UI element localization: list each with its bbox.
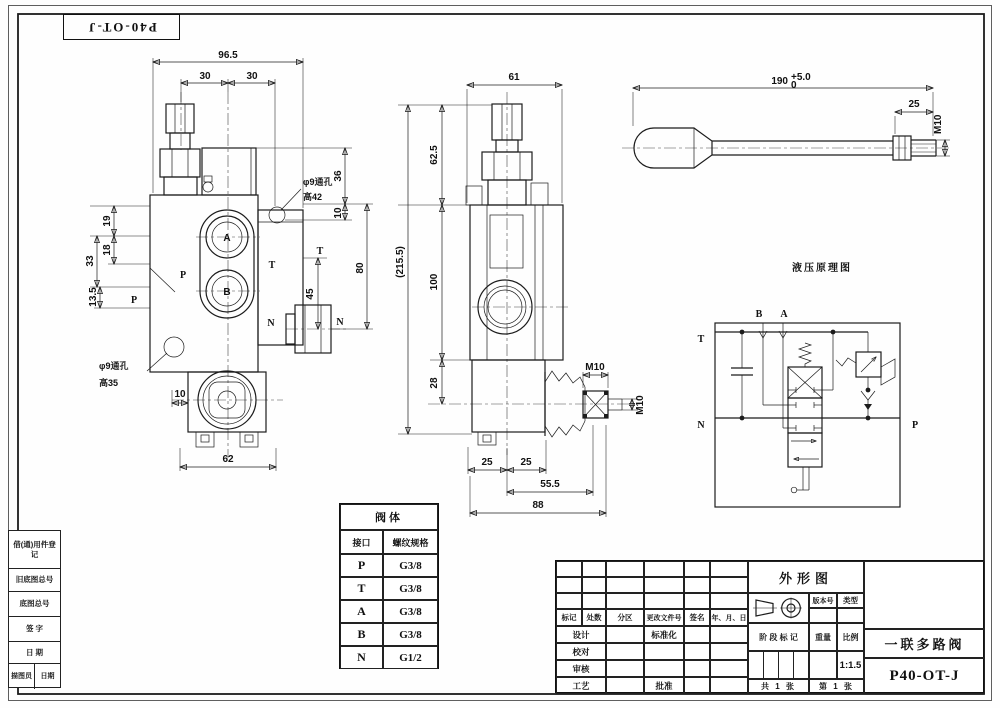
dim-45: 45 bbox=[305, 288, 316, 300]
margin-tracer-cell: 描图员 bbox=[9, 664, 35, 689]
dim-m10-right: M10 bbox=[635, 395, 646, 415]
schematic-label-a: A bbox=[780, 309, 788, 320]
port-letter-a: A bbox=[223, 233, 231, 244]
side-view-drawing bbox=[388, 50, 650, 520]
stage-mark-label: 阶 段 标 记 bbox=[759, 632, 798, 642]
dim-100: 100 bbox=[429, 273, 440, 291]
dim-36: 36 bbox=[333, 170, 344, 182]
dim-m10-top: M10 bbox=[585, 362, 605, 373]
dim-30a: 30 bbox=[199, 71, 211, 82]
table-row-port: A bbox=[340, 600, 383, 623]
cell-version-label bbox=[809, 593, 837, 608]
margin-tracer-date-cell: 日期 bbox=[40, 672, 55, 680]
cell-product-name bbox=[864, 629, 985, 658]
body-letter-n: N bbox=[267, 318, 275, 329]
cell-weight-value bbox=[809, 651, 837, 679]
schematic-port-labels bbox=[697, 309, 918, 431]
dim-555: 55.5 bbox=[540, 479, 560, 490]
port-table-col-spec: 螺纹规格 bbox=[383, 530, 438, 554]
hdr-zone: 分区 bbox=[606, 609, 644, 626]
schematic-label-t: T bbox=[697, 334, 705, 345]
dim-965: 96.5 bbox=[218, 50, 238, 61]
cell-outline-drawing bbox=[748, 561, 864, 593]
dim-25b: 25 bbox=[520, 457, 532, 468]
dim-135: 13.5 bbox=[88, 287, 99, 307]
dim-25-lever: 25 bbox=[908, 99, 920, 110]
dim-2155: (215.5) bbox=[395, 246, 406, 278]
cell-projection-symbol bbox=[748, 593, 809, 623]
cell-type-label bbox=[837, 593, 864, 608]
port-letter-b: B bbox=[223, 287, 231, 298]
scale-value: 1:1.5 bbox=[839, 659, 862, 671]
hydraulic-schematic bbox=[678, 248, 960, 520]
cell-stage-mark-boxes bbox=[748, 651, 809, 679]
dim-28: 28 bbox=[429, 377, 440, 389]
cell-weight-label bbox=[809, 623, 837, 651]
dim-10b: 10 bbox=[174, 389, 186, 400]
note-hole-bot-1: φ9通孔 bbox=[99, 361, 129, 371]
table-row-port: T bbox=[340, 577, 383, 600]
cell-part-number bbox=[864, 658, 985, 694]
schematic-label-b: B bbox=[755, 309, 763, 320]
cell-standardize: 标准化 bbox=[644, 626, 684, 643]
table-row-spec: G3/8 bbox=[383, 554, 438, 577]
title-block bbox=[555, 560, 984, 693]
schematic-label-n: N bbox=[697, 420, 705, 431]
type-label: 类型 bbox=[843, 596, 858, 605]
margin-row-borrow: 借(通)用件登记 bbox=[13, 539, 56, 559]
label-n-outside: N bbox=[336, 317, 344, 328]
cell-scale-label bbox=[837, 623, 864, 651]
dim-19: 19 bbox=[102, 215, 113, 227]
dim-190-tol-zero: 0 bbox=[791, 80, 797, 91]
row-audit: 审核 bbox=[556, 660, 606, 677]
row-check: 校对 bbox=[556, 643, 606, 660]
margin-info-column bbox=[8, 530, 61, 688]
cell-sheet-number bbox=[809, 679, 864, 694]
corner-part-number-text: P40-OT-J bbox=[86, 20, 157, 35]
hdr-date: 年、月、日 bbox=[710, 609, 748, 626]
label-t-outside: T bbox=[316, 246, 324, 257]
note-hole-top-2: 高42 bbox=[303, 192, 323, 202]
margin-row-master-no: 底图总号 bbox=[19, 599, 50, 609]
sheet-number-label: 第 1 张 bbox=[819, 682, 854, 691]
table-row-spec: G3/8 bbox=[383, 623, 438, 646]
cell-type-value bbox=[837, 608, 864, 623]
cell-stage-mark bbox=[748, 623, 809, 651]
projection-symbol-icon bbox=[751, 595, 806, 621]
front-view-dimensions bbox=[85, 50, 373, 471]
margin-row-date: 日 期 bbox=[25, 647, 44, 657]
schematic-label-p: P bbox=[911, 420, 919, 431]
weight-label: 重量 bbox=[815, 632, 831, 642]
hdr-signature: 签名 bbox=[684, 609, 710, 626]
cell-scale-value bbox=[837, 651, 864, 679]
dim-30b: 30 bbox=[246, 71, 258, 82]
schematic-title: 液压原理图 bbox=[792, 263, 852, 274]
dim-190: 190 bbox=[771, 76, 788, 87]
dim-18: 18 bbox=[102, 244, 113, 256]
front-view-hole-notes bbox=[99, 176, 332, 388]
cell-version-value bbox=[809, 608, 837, 623]
dim-190-tol-plus: +5.0 bbox=[791, 72, 811, 83]
product-name: 一联多路阀 bbox=[884, 637, 965, 652]
label-p-outside: P bbox=[130, 295, 138, 306]
part-number: P40-OT-J bbox=[889, 667, 960, 684]
port-table-col-port: 接口 bbox=[340, 530, 383, 554]
dim-80: 80 bbox=[355, 262, 366, 274]
margin-row-signature: 签 字 bbox=[25, 624, 44, 634]
table-row-spec: G3/8 bbox=[383, 600, 438, 623]
table-row-port: B bbox=[340, 623, 383, 646]
cell-sheets-total bbox=[748, 679, 809, 694]
port-table-title: 阀体 bbox=[340, 504, 438, 530]
note-hole-bot-2: 高35 bbox=[99, 378, 119, 388]
dim-625: 62.5 bbox=[429, 145, 440, 165]
front-view-drawing bbox=[55, 40, 373, 488]
lever-view-drawing bbox=[618, 55, 958, 177]
dim-61: 61 bbox=[508, 72, 520, 83]
hdr-mark: 标记 bbox=[556, 609, 582, 626]
dim-62: 62 bbox=[222, 454, 234, 465]
sheets-total-label: 共 1 张 bbox=[761, 682, 796, 691]
table-row-spec: G3/8 bbox=[383, 577, 438, 600]
cell-company-empty bbox=[864, 561, 985, 629]
side-view-dimensions bbox=[395, 72, 646, 517]
table-row-port: P bbox=[340, 554, 383, 577]
body-letter-t: T bbox=[268, 260, 276, 271]
cell-approve: 批准 bbox=[644, 677, 684, 694]
row-design: 设计 bbox=[556, 626, 606, 643]
port-thread-table bbox=[339, 503, 439, 669]
dim-m10-lever: M10 bbox=[933, 114, 944, 134]
title-block-revision-grid bbox=[556, 561, 748, 694]
row-process: 工艺 bbox=[556, 677, 606, 694]
outline-drawing-label: 外形图 bbox=[778, 570, 833, 586]
version-label: 版本号 bbox=[812, 597, 834, 605]
schematic-circuit bbox=[715, 323, 900, 507]
corner-part-number-stamp bbox=[63, 14, 180, 40]
hdr-count: 处数 bbox=[582, 609, 606, 626]
table-row-port: N bbox=[340, 646, 383, 669]
table-row-spec: G1/2 bbox=[383, 646, 438, 669]
scale-label: 比例 bbox=[842, 632, 859, 642]
margin-row-old-master: 旧底图总号 bbox=[15, 575, 54, 585]
side-view-body-outline bbox=[466, 104, 622, 445]
dim-25a: 25 bbox=[481, 457, 493, 468]
dim-88: 88 bbox=[532, 500, 544, 511]
dim-33: 33 bbox=[85, 255, 96, 267]
dim-10r: 10 bbox=[333, 207, 344, 219]
hdr-change-doc: 更改文件号 bbox=[644, 609, 684, 626]
lever-dimensions bbox=[633, 72, 950, 156]
note-hole-top-1: φ9通孔 bbox=[303, 177, 333, 187]
body-letter-p: P bbox=[179, 270, 187, 281]
